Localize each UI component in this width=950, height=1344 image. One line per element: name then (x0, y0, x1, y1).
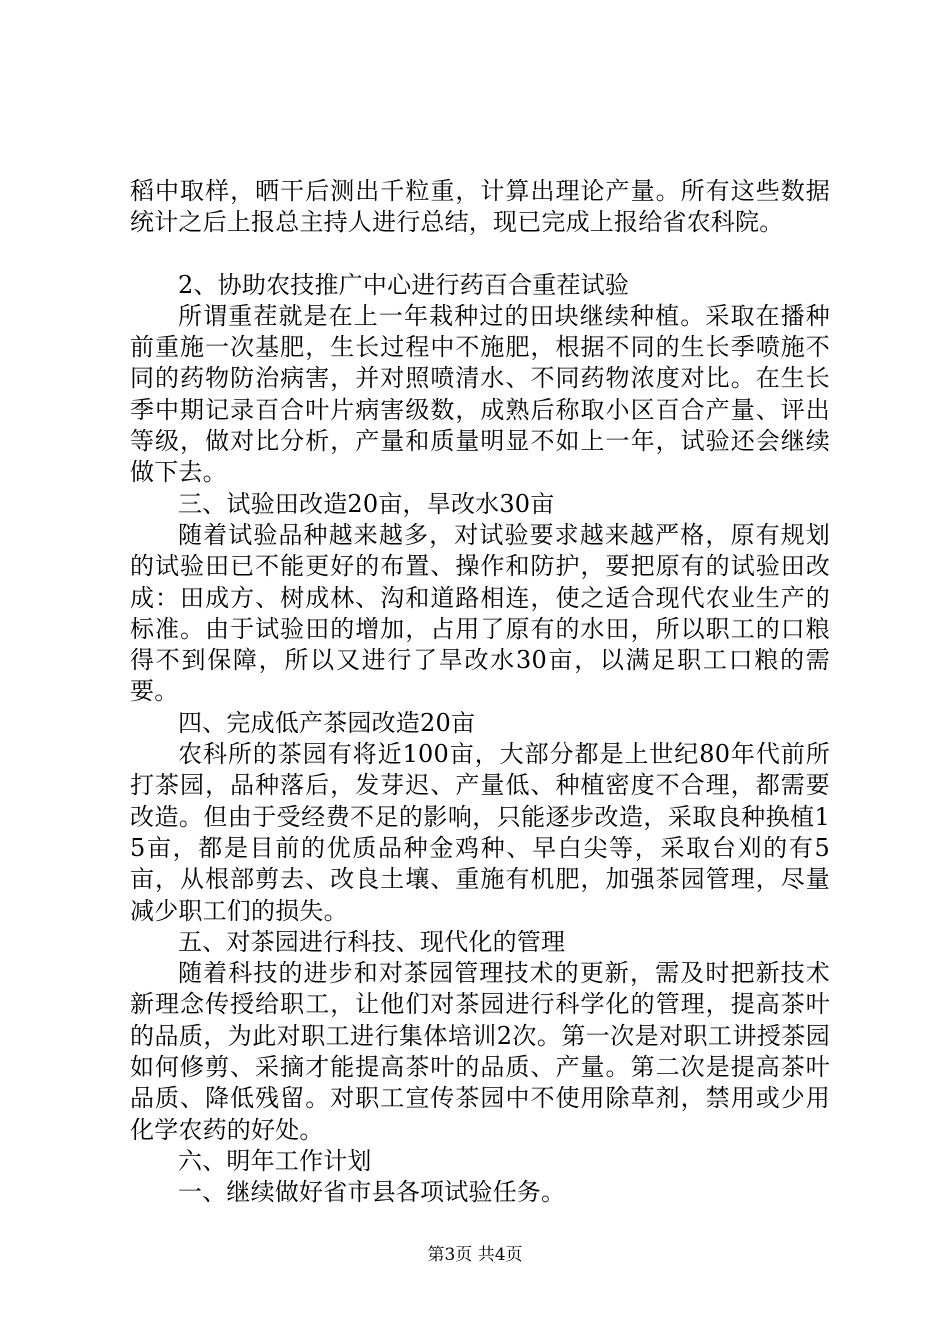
paragraph-field-renovation: 随着试验品种越来越多，对试验要求越来越严格，原有规划的试验田已不能更好的布置、操作和防护，要把原有的试验田改成：田成方、树成林、沟和道路相连，使之适合现代农业生产的标准。由于试验田的增加，占用了原有的水田，所以职工的口粮得不到保障，所以又进行了旱改水30亩，以满足职工口粮的需要。 (130, 520, 830, 706)
section-heading-tea-garden-management: 五、对茶园进行科技、现代化的管理 (178, 927, 566, 956)
page-number: 第3页 (427, 1245, 473, 1265)
page-footer (0, 1244, 950, 1266)
section-heading-next-year-plan: 六、明年工作计划 (178, 1146, 372, 1175)
page-total: 共4页 (477, 1245, 523, 1265)
paragraph-tea-garden-management: 随着科技的进步和对茶园管理技术的更新，需及时把新技术新理念传授给职工，让他们对茶园进行科学化的管理，提高茶叶的品质，为此对职工进行集体培训2次。第一次是对职工讲授茶园如何修剪、采摘才能提高茶叶的品质、产量。第二次是提高茶叶品质、降低残留。对职工宣传茶园中不使用除草剂，禁用或少用化学农药的好处。 (130, 959, 830, 1144)
paragraph-lily-trial: 所谓重茬就是在上一年栽种过的田块继续种植。采取在播种前重施一次基肥，生长过程中不施肥，根据不同的生长季喷施不同的药物防治病害，并对照喷清水、不同药物浓度对比。在生长季中期记录百合叶片病害级数，成熟后称取小区百合产量、评出等级，做对比分析，产量和质量明显不如上一年，试验还会继续做下去。 (130, 301, 830, 487)
document-body (130, 176, 830, 1209)
section-heading-lily-trial: 2、协助农技推广中心进行药百合重茬试验 (178, 270, 630, 299)
paragraph-tea-garden-renovation: 农科所的茶园有将近100亩，大部分都是上世纪80年代前所打茶园，品种落后，发芽迟、产量低、种植密度不合理，都需要改造。但由于受经费不足的影响，只能逐步改造，采取良种换植15亩，都是目前的优质品种金鸡种、早白尖等，采取台刈的有5亩，从根部剪去、改良土壤、重施有机肥，加强茶园管理，尽量减少职工们的损失。 (130, 740, 830, 925)
section-heading-field-renovation: 三、试验田改造20亩，旱改水30亩 (178, 489, 555, 518)
plan-item-1: 一、继续做好省市县各项试验任务。 (178, 1178, 566, 1207)
paragraph-continuation: 稻中取样，晒干后测出千粒重，计算出理论产量。所有这些数据统计之后上报总主持人进行总结，现已完成上报给省农科院。 (130, 177, 830, 237)
section-heading-tea-garden-renovation: 四、完成低产茶园改造20亩 (178, 708, 476, 737)
